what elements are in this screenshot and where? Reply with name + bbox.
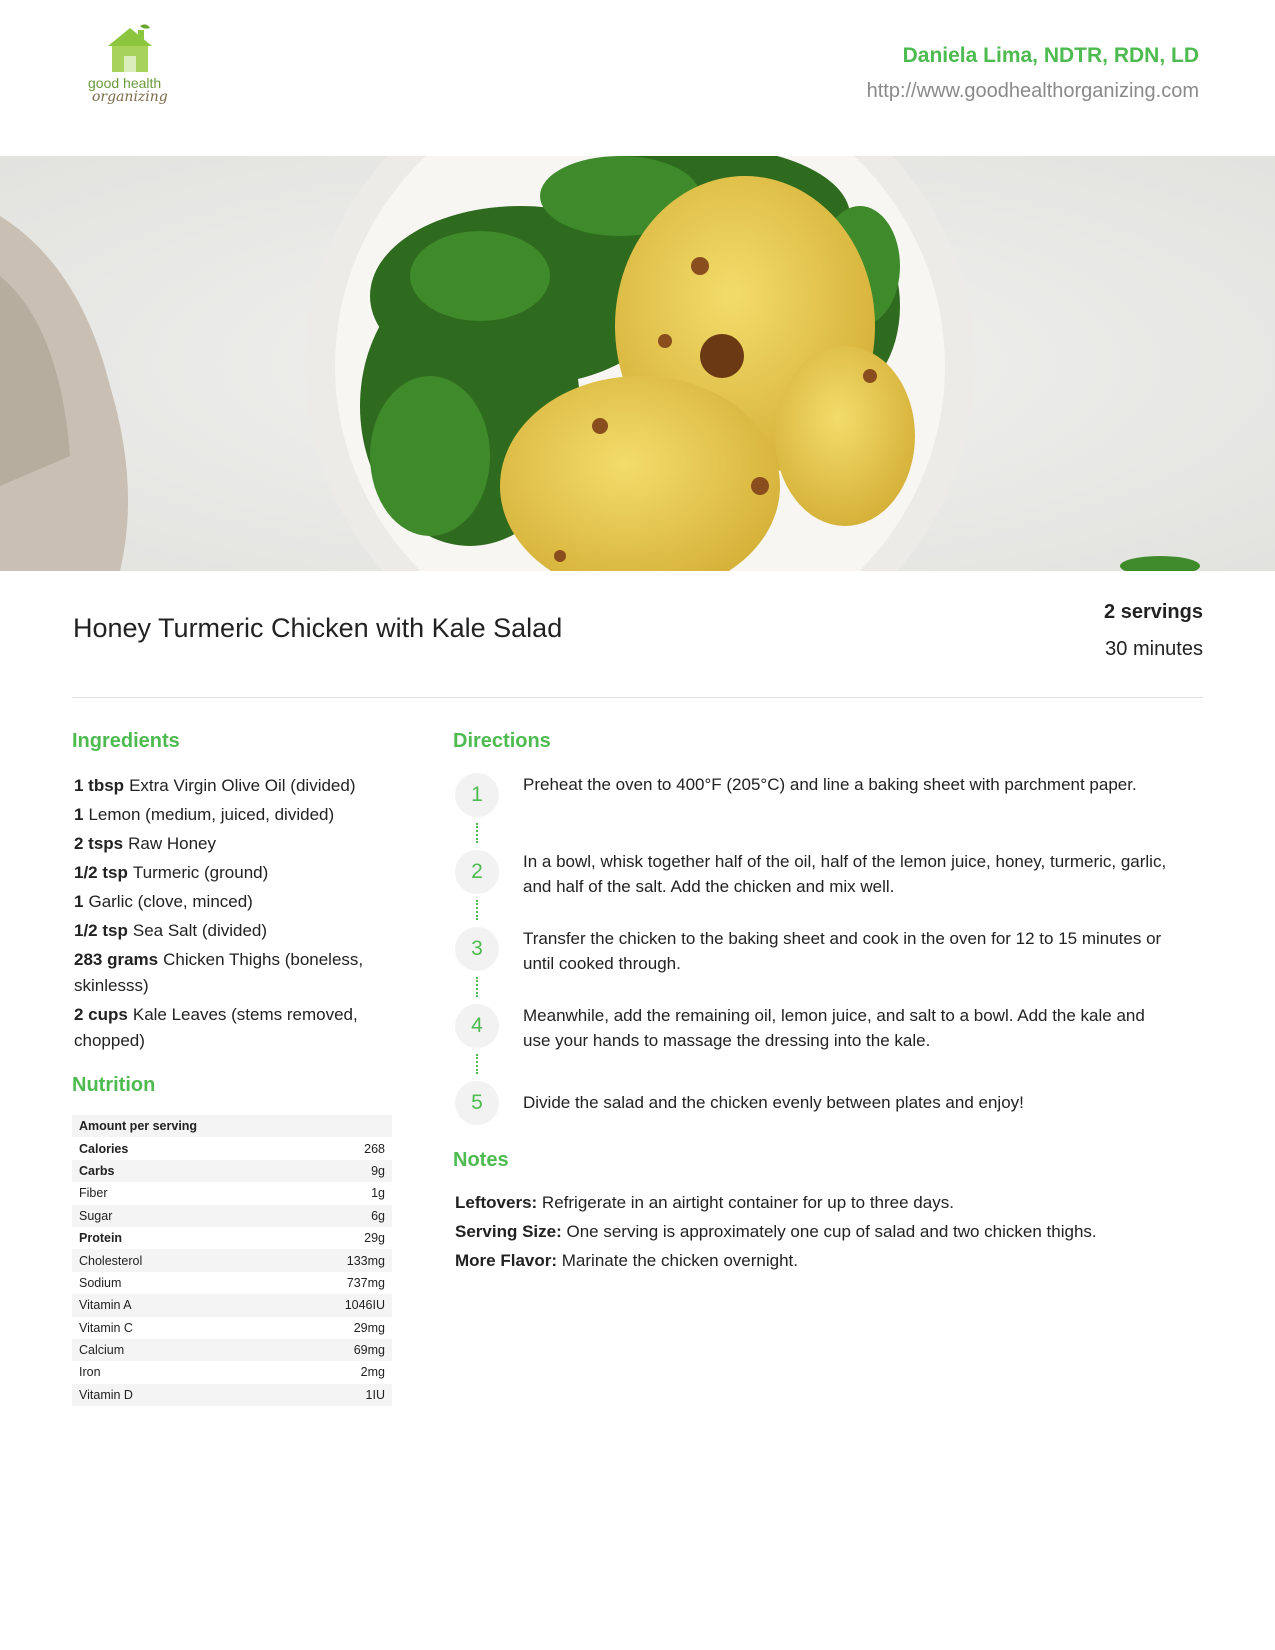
ingredient-item bbox=[74, 802, 394, 828]
notes-heading: Notes bbox=[453, 1149, 509, 1171]
ingredient-name: Raw Honey bbox=[128, 834, 217, 853]
step-number: 3 bbox=[455, 927, 499, 971]
table-row bbox=[72, 1160, 392, 1182]
logo-wordmark bbox=[88, 76, 168, 104]
ingredient-qty: 1 bbox=[74, 892, 84, 911]
ingredient-qty: 1 tbsp bbox=[74, 776, 125, 795]
note-label: More Flavor: bbox=[455, 1251, 558, 1270]
step-number: 4 bbox=[455, 1004, 499, 1048]
table-row bbox=[72, 1182, 392, 1204]
nutrition-table bbox=[72, 1115, 392, 1406]
step-number: 1 bbox=[455, 773, 499, 817]
step-connector bbox=[476, 977, 478, 997]
recipe-servings: 2 servings bbox=[1104, 601, 1203, 623]
table-row bbox=[72, 1317, 392, 1339]
logo-text-line1: good health bbox=[88, 75, 162, 91]
ingredient-item bbox=[74, 860, 394, 886]
table-row bbox=[72, 1294, 392, 1316]
ingredients-heading: Ingredients bbox=[72, 730, 180, 752]
ingredients-list bbox=[74, 773, 394, 1057]
ingredient-name: Extra Virgin Olive Oil (divided) bbox=[129, 776, 356, 795]
ingredient-qty: 1 bbox=[74, 805, 84, 824]
nutrient-value: 737mg bbox=[346, 1275, 385, 1290]
nutrient-value: 9g bbox=[260, 1160, 392, 1182]
nutrient-name: Protein bbox=[79, 1231, 123, 1246]
note-item bbox=[455, 1190, 1215, 1216]
hero-image bbox=[0, 156, 1275, 571]
table-row bbox=[72, 1361, 392, 1383]
table-row bbox=[72, 1249, 392, 1271]
nutrient-name: Iron bbox=[79, 1365, 101, 1380]
nutrient-name: Fiber bbox=[79, 1186, 108, 1201]
chicken-kale-photo bbox=[0, 156, 1275, 571]
table-row bbox=[72, 1339, 392, 1361]
ingredient-name: Turmeric (ground) bbox=[132, 863, 269, 882]
table-row bbox=[72, 1272, 392, 1294]
ingredient-name: Kale Leaves (stems removed, chopped) bbox=[74, 1005, 358, 1050]
notes-list bbox=[455, 1190, 1215, 1277]
step-text: Transfer the chicken to the baking sheet and cook in the oven for 12 to 15 minutes or until cooked through. bbox=[523, 929, 1162, 973]
note-text: One serving is approximately one cup of salad and two chicken thighs. bbox=[566, 1222, 1097, 1241]
ingredient-item bbox=[74, 773, 394, 799]
ingredient-item bbox=[74, 889, 394, 915]
ingredient-item bbox=[74, 831, 394, 857]
recipe-time: 30 minutes bbox=[1105, 638, 1203, 660]
nutrient-value: 6g bbox=[260, 1205, 392, 1227]
nutrient-value: 1046IU bbox=[260, 1294, 392, 1316]
nutrition-caption: Amount per serving bbox=[72, 1115, 392, 1137]
logo-text-line2: organizing bbox=[92, 89, 168, 105]
nutrient-name: Sodium bbox=[79, 1275, 122, 1290]
nutrient-name: Vitamin A bbox=[72, 1294, 260, 1316]
step-number: 2 bbox=[455, 850, 499, 894]
step-text: In a bowl, whisk together half of the oil, half of the lemon juice, honey, turmeric, garlic, and half of the salt. Add the chicken and mix well. bbox=[523, 852, 1167, 896]
table-row bbox=[72, 1205, 392, 1227]
step-connector bbox=[476, 823, 478, 843]
step-text: Divide the salad and the chicken evenly between plates and enjoy! bbox=[523, 1093, 1024, 1112]
note-label: Leftovers: bbox=[455, 1193, 538, 1212]
author-name: Daniela Lima, NDTR, RDN, LD bbox=[902, 44, 1199, 67]
ingredient-name: Sea Salt (divided) bbox=[132, 921, 268, 940]
ingredient-qty: 1/2 tsp bbox=[74, 921, 128, 940]
ingredient-item bbox=[74, 1002, 394, 1054]
nutrient-name: Calories bbox=[79, 1141, 129, 1156]
ingredient-item bbox=[74, 918, 394, 944]
directions-heading: Directions bbox=[453, 730, 551, 752]
ingredient-name: Garlic (clove, minced) bbox=[88, 892, 253, 911]
brand-logo bbox=[78, 24, 188, 124]
note-item bbox=[455, 1248, 1215, 1274]
nutrient-value: 29g bbox=[364, 1231, 385, 1246]
ingredient-name: Lemon (medium, juiced, divided) bbox=[88, 805, 335, 824]
nutrient-name: Vitamin C bbox=[79, 1320, 133, 1335]
nutrient-value: 69mg bbox=[260, 1339, 392, 1361]
nutrient-value: 29mg bbox=[353, 1320, 385, 1335]
recipe-title: Honey Turmeric Chicken with Kale Salad bbox=[73, 613, 563, 643]
step-connector bbox=[476, 1054, 478, 1074]
ingredient-qty: 283 grams bbox=[74, 950, 159, 969]
step-text: Preheat the oven to 400°F (205°C) and line a baking sheet with parchment paper. bbox=[523, 775, 1137, 794]
ingredient-name: Chicken Thighs (boneless, skinlesss) bbox=[74, 950, 364, 995]
table-row bbox=[72, 1137, 392, 1159]
ingredient-item bbox=[74, 947, 394, 999]
nutrient-name: Carbs bbox=[72, 1160, 260, 1182]
table-row bbox=[72, 1384, 392, 1406]
note-text: Marinate the chicken overnight. bbox=[561, 1251, 799, 1270]
table-row bbox=[72, 1227, 392, 1249]
nutrient-value: 1g bbox=[371, 1186, 385, 1201]
table-row bbox=[72, 1115, 392, 1137]
ingredient-qty: 1/2 tsp bbox=[74, 863, 128, 882]
step-number: 5 bbox=[455, 1081, 499, 1125]
ingredient-qty: 2 tsps bbox=[74, 834, 124, 853]
nutrient-name: Sugar bbox=[72, 1205, 260, 1227]
step-connector bbox=[476, 900, 478, 920]
nutrient-name: Vitamin D bbox=[72, 1384, 260, 1406]
note-label: Serving Size: bbox=[455, 1222, 562, 1241]
nutrient-value: 133mg bbox=[260, 1249, 392, 1271]
nutrient-name: Calcium bbox=[72, 1339, 260, 1361]
ingredient-qty: 2 cups bbox=[74, 1005, 128, 1024]
nutrient-value: 1IU bbox=[260, 1384, 392, 1406]
note-text: Refrigerate in an airtight container for up to three days. bbox=[541, 1193, 954, 1212]
website-link[interactable]: http://www.goodhealthorganizing.com bbox=[866, 80, 1199, 102]
nutrient-name: Cholesterol bbox=[72, 1249, 260, 1271]
divider bbox=[72, 697, 1203, 698]
nutrient-value: 268 bbox=[364, 1141, 385, 1156]
nutrition-heading: Nutrition bbox=[72, 1074, 156, 1096]
step-text: Meanwhile, add the remaining oil, lemon juice, and salt to a bowl. Add the kale and use your hands to massage the dressing into the kale. bbox=[523, 1006, 1145, 1050]
note-item bbox=[455, 1219, 1215, 1245]
nutrient-value: 2mg bbox=[360, 1365, 385, 1380]
